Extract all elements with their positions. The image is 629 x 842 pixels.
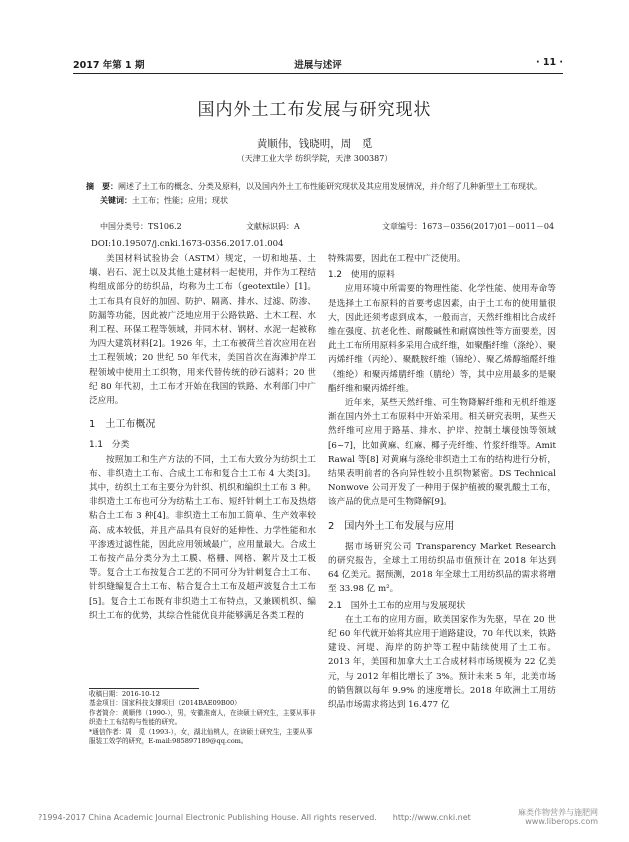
fund-info: 基金项目：国家科技支撑项目（2014BAE09B00） <box>89 699 241 708</box>
foreign-application-paragraph: 在土工布的应用方面，欧美国家作为先驱，早在 20 世纪 60 年代就开始将其应用于道路建设，70 年代以来，铁路建设、河堤、海岸的防护等工程中陆续使用了土工布。2013 年，美国和加拿大土工合成材料市场规模为 22 亿美元，与 2012 年相比增长了 3%。预计未来 5 年，北美市场的销售额以每年 9.9% 的速度增长。2018 年欧洲土工用纺织品市场需求将达到 16.477 亿 <box>328 614 556 711</box>
article-authors: 黄顺伟，钱晓明，周 觅 <box>256 138 373 150</box>
abstract-text: 阐述了土工布的概念、分类及原料，以及国内外土工布性能研究现状及其应用发展情况，并介绍了几种新型土工布现状。 <box>118 182 542 191</box>
left-column <box>89 252 316 623</box>
classification-paragraph: 按照加工和生产方法的不同，土工布大致分为纺织土工布、非织造土工布、合成土工布和复合土工布 4 大类[3]。其中，纺织土工布主要分为针织、机织和编织土工布 3 种。非织造土工布也可分为纺粘土工布、短纤针刺土工布及热熔粘合土工布 3 种[4]。非织造土工布加工简单、生产效率较高、成本较低，并且产品具有良好的延伸性、力学性能和水平渗透过滤性能，因此应用领域最广，应用量最大。合成土工布按产品分类分为土工膜、格栅、网格、絮片及土工板等。复合土工布按复合工艺的不同可分为针刺复合土工布、针织缝编复合土工布、粘合复合土工布及超声波复合土工布[5]。复合土工布既有非织造土工布特点，又兼顾机织、编织土工布的优势，其综合性能优良并能够满足各类工程的 <box>89 454 316 621</box>
section-label: 进展与述评 <box>294 60 342 71</box>
doc-code-value: A <box>294 222 300 231</box>
footnotes <box>89 690 317 746</box>
continued-paragraph: 特殊需要，因此在工程中广泛使用。 <box>328 254 466 264</box>
subsection-heading-1-1: 1.1 分类 <box>89 440 130 451</box>
article-title: 国内外土工布发展与研究现状 <box>197 100 432 120</box>
market-paragraph: 据市场研究公司 Transparency Market Research 的研究报告，全球土工用纺织品市值预计在 2018 年达到 64 亿美元。据预测，2018 年全球土工用纺织品的需求将增至 33.98 亿 m²。 <box>328 541 556 595</box>
author-bio: 作者简介：黄顺伟（1990-），男，安徽淮南人，在读硕士研究生，主要从事非织造土工布结构与性能的研究。 <box>89 708 316 727</box>
watermark-line-1: 麻类作物营养与施肥网 <box>518 808 598 817</box>
page-number: · 11 · <box>535 57 563 68</box>
natural-fiber-paragraph: 近年来，某些天然纤维、可生物降解纤维和无机纤维逐渐在国内外土工布原料中开始采用。相关研究表明，某些天然纤维可应用于路基、排水、护岸、控制土壤侵蚀等领域[6~7]，比如黄麻、红麻、椰子壳纤维、竹浆纤维等。Amit Rawal 等[8] 对黄麻与涤纶非织造土工布的结构进行分析，结果表明前者的各向异性较小且织物紧密。DS Technical Nonwove 公司开发了一种用于保护植被的聚乳酸土工布，该产品的优点是可生物降解[9]。 <box>328 398 556 508</box>
abstract-label: 摘 要： <box>86 182 118 191</box>
corresponding-author: *通信作者：周 觅（1993-），女，湖北仙桃人，在读硕士研究生，主要从事服装工效学的研究，E-mail:985897189@qq.com。 <box>89 727 313 746</box>
footnote-divider <box>89 688 199 689</box>
copyright-notice: ?1994-2017 China Academic Journal Electronic Publishing House. All rights reserved. http://www.cnki.net <box>38 813 471 822</box>
running-header <box>73 57 563 71</box>
abstract <box>86 180 546 194</box>
document-code <box>246 221 300 232</box>
subsection-heading-1-2: 1.2 使用的原料 <box>328 270 395 281</box>
article-affiliation: （天津工业大学 纺织学院，天津 300387） <box>236 154 393 163</box>
issue-label: 2017 年第 1 期 <box>73 60 145 71</box>
header-divider <box>73 73 563 74</box>
intro-paragraph: 美国材料试验协会（ASTM）规定，一切和地基、土壤、岩石、泥土以及其他土建材料一起使用，并作为工程结构组成部分的纺织品，均称为土工布（geotextile）[1]。土工布具有良好的加固、防护、隔离、排水、过滤、防渗、防漏等功能，因此被广泛地应用于公路铁路、土木工程、水利工程、环保工程等领域，并同木材、钢材、水泥一起被称为四大建筑材料[2]。1926 年，土工布被荷兰首次应用在岩土工程领域；20 世纪 50 年代末，美国首次在海滩护岸工程领域中使用土工织物，用来代替传统的砂石滤料；20 世纪 80 年代初，土工布才开始在我国的铁路、水利部门中广泛应用。 <box>89 254 316 407</box>
keywords <box>86 194 546 208</box>
watermark <box>518 808 598 826</box>
watermark-line-2: www.liberops.com <box>525 817 598 826</box>
subsection-heading-2-1: 2.1 国外土工布的应用与发展现状 <box>328 600 466 611</box>
materials-paragraph: 应用环境中所需要的物理性能、化学性能、使用寿命等是选择土工布原料的首要考虑因素，由于土工布的使用量很大，因此还须考虑到成本，一般而言，天然纤维相比合成纤维在强度、抗老化性、耐酸碱性和耐腐蚀性等方面要差，因此土工布所用原料多采用合成纤维，如聚酯纤维（涤纶）、聚丙烯纤维（丙纶）、聚酰胺纤维（锦纶）、聚乙烯醇缩醛纤维（维纶）和聚丙烯腈纤维（腈纶）等，其中应用最多的是聚酯纤维和聚丙烯纤维。 <box>328 284 556 394</box>
clc-value: TS106.2 <box>148 222 182 231</box>
clc-label: 中国分类号： <box>100 222 148 231</box>
section-heading-2: 2 国内外土工布发展与应用 <box>328 520 455 532</box>
abstract-block <box>86 180 546 208</box>
article-number <box>382 221 554 232</box>
article-no-label: 文章编号： <box>382 222 422 231</box>
doi: DOI:10.19507/j.cnki.1673-0356.2017.01.004 <box>91 239 284 249</box>
keywords-text: 土工布；性能；应用；现状 <box>132 196 228 205</box>
section-heading-1: 1 土工布概况 <box>89 419 156 431</box>
keywords-label: 关键词： <box>100 196 132 205</box>
doc-code-label: 文献标识码： <box>246 222 294 231</box>
clc-code <box>100 221 182 232</box>
received-date: 收稿日期：2016-10-12 <box>89 690 160 698</box>
article-no-value: 1673－0356(2017)01－0011－04 <box>422 222 555 231</box>
right-column <box>328 252 556 712</box>
